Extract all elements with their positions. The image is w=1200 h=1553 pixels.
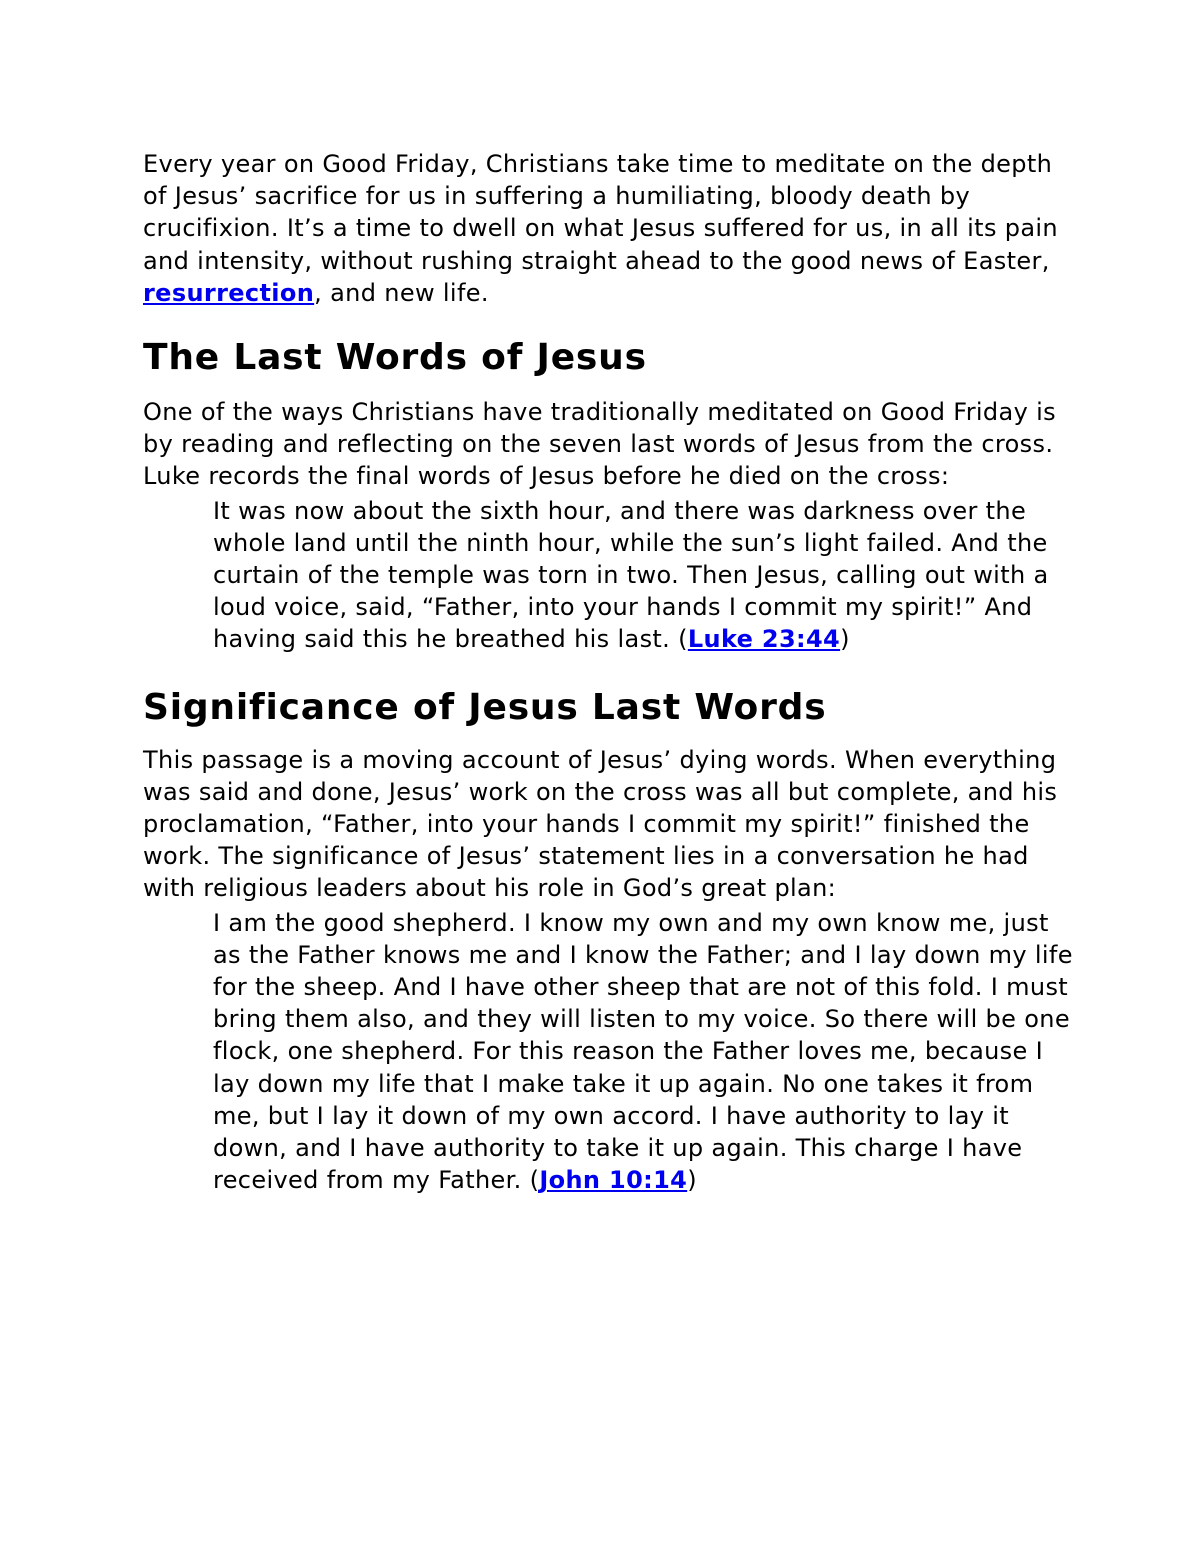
intro-text-end: , and new life.	[314, 278, 489, 307]
luke-quote-close: )	[840, 625, 850, 654]
section-heading-last-words: The Last Words of Jesus	[143, 337, 647, 379]
intro-paragraph	[143, 148, 1073, 309]
luke-reference-link[interactable]: Luke 23:44	[687, 625, 841, 654]
john-reference-link[interactable]: John 10:14	[539, 1166, 688, 1195]
section-heading-significance: Significance of Jesus Last Words	[143, 686, 827, 728]
section1-paragraph: One of the ways Christians have traditionally meditated on Good Friday is by reading and reflecting on the seven last words of Jesus from the cross. Luke records the final words of Jesus before he died on the cross:	[143, 398, 1056, 491]
john-quote-close: )	[687, 1166, 697, 1195]
john-quote	[213, 907, 1073, 1197]
intro-text: Every year on Good Friday, Christians take time to meditate on the depth of Jesus’ sacrifice for us in suffering a humiliating, bloody death by crucifixion. It’s a time to dwell on what Jesus suffered for us, in all its pain and intensity, without rushing straight ahead to the good news of Easter,	[143, 150, 1058, 275]
luke-quote-text: It was now about the sixth hour, and there was darkness over the whole land until the ninth hour, while the sun’s light failed. And the curtain of the temple was torn in two. Then Jesus, calling out with a loud voice, said, “Father, into your hands I commit my spirit!” And having said this he breathed his last. (	[213, 496, 1049, 654]
luke-quote	[213, 495, 1073, 656]
john-quote-text: I am the good shepherd. I know my own and my own know me, just as the Father knows me and I know the Father; and I lay down my life for the sheep. And I have other sheep that are not of this fold. I must bring them also, and they will listen to my voice. So there will be one flock, one shepherd. For this reason the Father loves me, because I lay down my life that I make take it up again. No one takes it from me, but I lay it down of my own accord. I have authority to lay it down, and I have authority to take it up again. This charge I have received from my Father. (	[213, 908, 1073, 1195]
document-body	[143, 148, 1073, 1196]
resurrection-link[interactable]: resurrection	[143, 278, 315, 307]
section2-paragraph: This passage is a moving account of Jesus’ dying words. When everything was said and done, Jesus’ work on the cross was all but complete, and his proclamation, “Father, into your hands I commit my spirit!” finished the work. The significance of Jesus’ statement lies in a conversation he had with religious leaders about his role in God’s great plan:	[143, 745, 1058, 903]
